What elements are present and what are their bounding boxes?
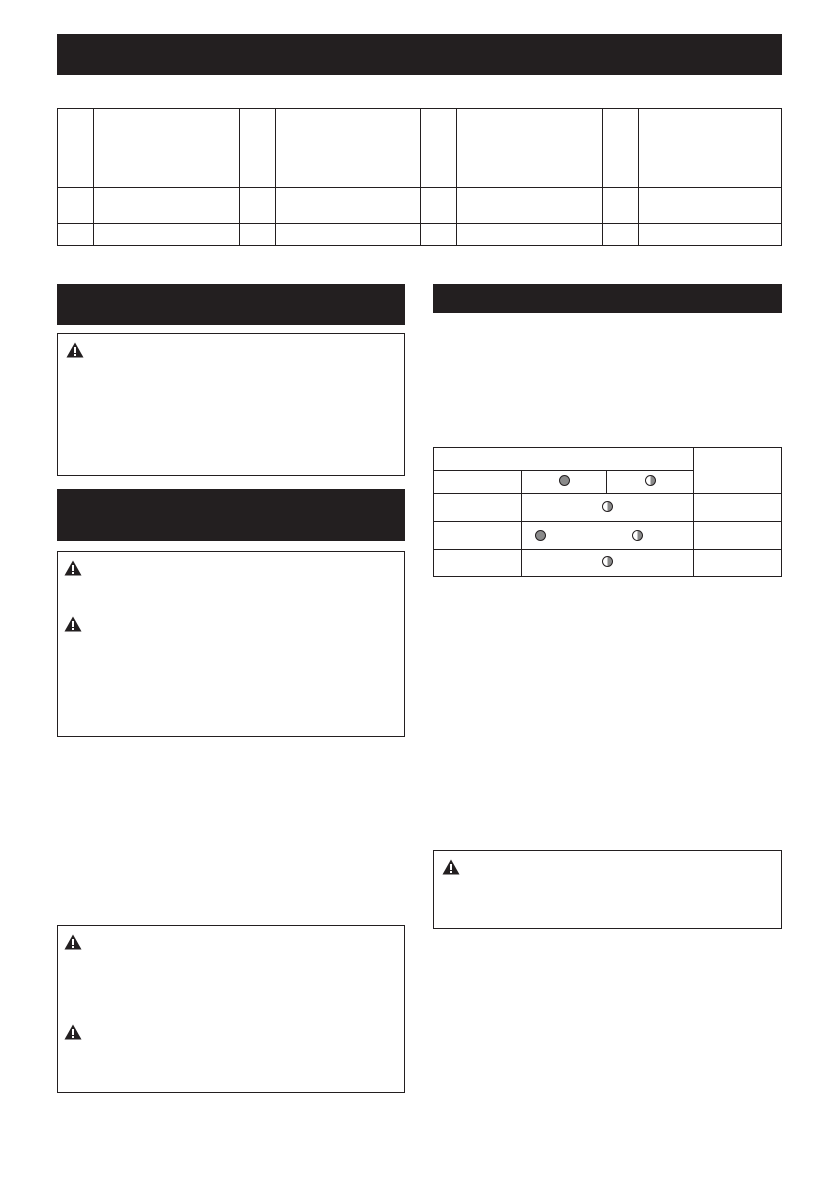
table-row bbox=[434, 494, 782, 522]
table-cell bbox=[603, 224, 639, 246]
warning-icon bbox=[64, 616, 82, 632]
table-cell bbox=[603, 188, 639, 224]
warning-box bbox=[433, 850, 782, 929]
table-cell bbox=[521, 522, 694, 550]
table-cell bbox=[434, 471, 522, 494]
table-cell bbox=[275, 109, 421, 188]
warning-icon bbox=[64, 1024, 82, 1040]
page-header-bar bbox=[57, 34, 782, 75]
table-cell bbox=[639, 109, 782, 188]
table-cell bbox=[239, 224, 275, 246]
table-cell bbox=[603, 109, 639, 188]
table-row bbox=[434, 448, 782, 471]
table-cell bbox=[521, 550, 694, 577]
table-cell bbox=[93, 109, 239, 188]
table-cell bbox=[521, 494, 694, 522]
indicator-blinking-icon bbox=[645, 475, 656, 486]
table-row bbox=[58, 109, 782, 188]
table-row bbox=[58, 188, 782, 224]
warning-icon bbox=[442, 859, 460, 875]
table-cell bbox=[239, 109, 275, 188]
table-row bbox=[434, 522, 782, 550]
indicator-blinking-icon bbox=[602, 556, 613, 567]
warning-icon bbox=[66, 342, 84, 358]
table-cell bbox=[434, 522, 522, 550]
table-cell bbox=[607, 471, 694, 494]
table-cell bbox=[457, 109, 603, 188]
table-cell bbox=[434, 550, 522, 577]
table-cell bbox=[275, 224, 421, 246]
warning-box bbox=[57, 551, 405, 737]
warning-icon bbox=[64, 934, 82, 950]
table-cell bbox=[58, 224, 94, 246]
table-cell bbox=[457, 224, 603, 246]
warning-box bbox=[57, 925, 405, 1093]
table-row bbox=[58, 224, 782, 246]
parts-table bbox=[57, 108, 782, 246]
table-header-cell bbox=[694, 448, 782, 494]
table-cell bbox=[421, 224, 457, 246]
table-cell bbox=[93, 224, 239, 246]
table-cell bbox=[93, 188, 239, 224]
table-row bbox=[434, 550, 782, 577]
table-cell bbox=[457, 188, 603, 224]
indicator-lit-icon bbox=[559, 475, 570, 486]
indicator-blinking-icon bbox=[632, 530, 643, 541]
table-cell bbox=[275, 188, 421, 224]
table-cell bbox=[434, 494, 522, 522]
table-cell bbox=[239, 188, 275, 224]
table-cell bbox=[58, 109, 94, 188]
table-cell bbox=[639, 188, 782, 224]
indicator-blinking-icon bbox=[602, 501, 613, 512]
table-cell bbox=[694, 550, 782, 577]
indicator-table bbox=[433, 447, 782, 577]
section-heading-bar bbox=[57, 489, 405, 541]
table-cell bbox=[58, 188, 94, 224]
table-cell bbox=[694, 494, 782, 522]
table-cell bbox=[421, 188, 457, 224]
table-cell bbox=[521, 471, 607, 494]
warning-box bbox=[57, 333, 405, 476]
warning-icon bbox=[64, 560, 82, 576]
section-heading-bar bbox=[433, 284, 782, 313]
table-cell bbox=[639, 224, 782, 246]
table-header-cell bbox=[434, 448, 694, 471]
section-heading-bar bbox=[57, 284, 405, 325]
table-cell bbox=[421, 109, 457, 188]
table-cell bbox=[694, 522, 782, 550]
indicator-lit-icon bbox=[535, 530, 546, 541]
